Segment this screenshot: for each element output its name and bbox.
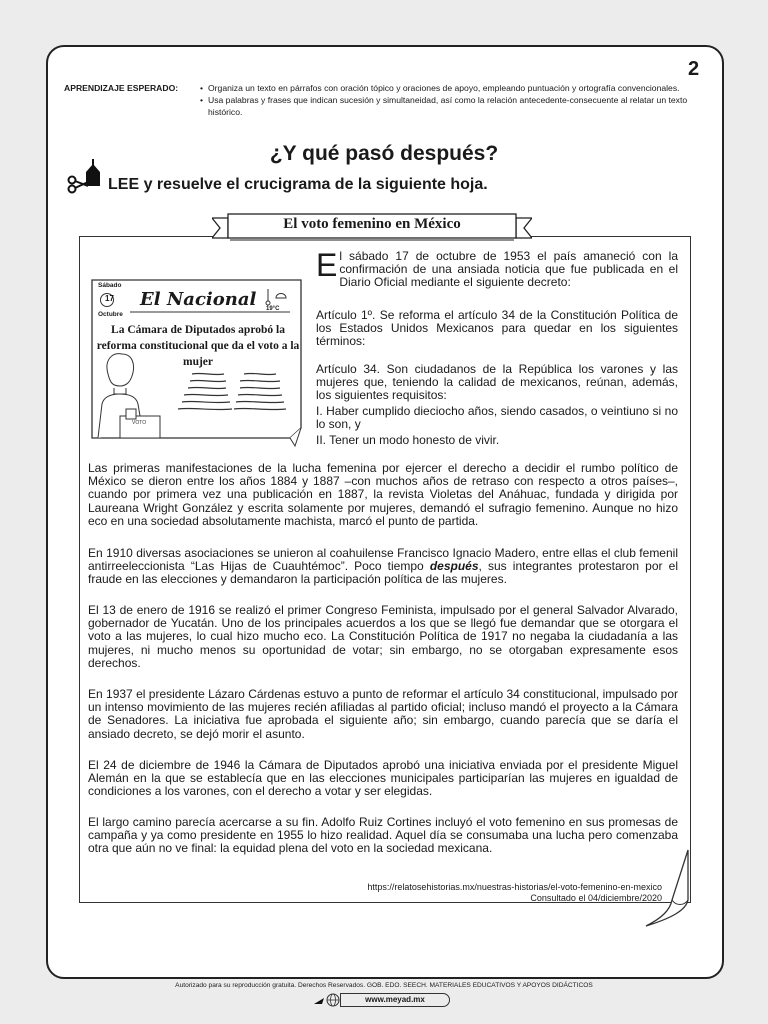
newspaper-headline: La Cámara de Diputados aprobó la reforma constitucional que da el voto a la mujer [96, 324, 300, 368]
paragraph-1: Las primeras manifestaciones de la lucha femenina por ejercer el derecho a decidir el rumbo político de México se dieron entre los años 1884 y 1887 –con muchos años de retraso con respecto a otros países–, cuando por primera vez una publicación en 1887, la revista Violetas del Anáhuac, fundada y dirigida por Laureana Wright González y escrita solamente por mujeres, demandó el sufragio femenino. Aunque no hizo eco en una sociedad absolutamente machista, marcó el punto de partida. [88, 461, 678, 528]
paragraph-2-start: En 1910 diversas asociaciones se unieron al coahuilense Francisco Ignacio Madero, entre ellas el club femenil antirreeleccionista “Las Hijas de Cuauhtémoc”. Poco tiempo [88, 546, 678, 574]
emphasis-word: después [429, 559, 479, 574]
newspaper-temperature: 19°C [266, 306, 280, 312]
drop-cap: E [316, 247, 338, 283]
newspaper-name: El Nacional [140, 289, 257, 310]
globe-icon [312, 992, 340, 1008]
instruction-verb: LEE [108, 176, 140, 193]
article-1-paragraph: Artículo 1º. Se reforma el artículo 34 de la Constitución Política de los Estados Unidos Mexicanos para quedar en los siguientes términos: [316, 308, 678, 349]
website-link[interactable]: www.meyad.mx [340, 993, 450, 1007]
objective-item: • Organiza un texto en párrafos con oración tópico y oraciones de apoyo, empleando puntuación y ortografía convencionales. [200, 83, 704, 95]
footer-text: Autorizado para su reproducción gratuita. Derechos Reservados. GOB. EDO. SEECH. MATERIALES EDUCATIVOS Y APOYOS DIDÁCTICOS [175, 982, 593, 989]
paragraph-5: El 24 de diciembre de 1946 la Cámara de Diputados aprobó una iniciativa enviada por el presidente Miguel Alemán en la que se establecía que en las elecciones municipales participarían las mujeres en igualdad de condiciones a los varones, con el derecho a votar y ser elegidas. [88, 758, 678, 799]
paragraph-6: El largo camino parecía acercarse a su fin. Adolfo Ruiz Cortines incluyó el voto femenino en sus promesas de campaña y ya como presidente en 1955 lo hizo realidad. Aquel día se consumaba una lucha pero comenzaba otra que aún no ve final: la equidad plena del voto en la sociedad mexicana. [88, 815, 678, 856]
newspaper-day-number: 17 [105, 294, 114, 303]
article-title: El voto femenino en México [283, 216, 461, 232]
source-date: Consultado el 04/diciembre/2020 [530, 892, 662, 903]
paragraph-2-end: , sus integrantes protestaron por el fraude en las elecciones y demandaron la participación política de las mujeres. [88, 559, 679, 587]
learning-objectives-label: APRENDIZAJE ESPERADO: [64, 83, 179, 93]
paragraph-4: En 1937 el presidente Lázaro Cárdenas estuvo a punto de reformar el artículo 34 constitucional, impulsado por un intenso movimiento de las mujeres recién afiliadas al partido oficial; incluso mandó el proyecto a la Cámara de Senadores. La iniciativa fue aprobada el siguiente año; sin embargo, cuando parecía que se daría el ansiado decreto, se dejó morir el asunto. [88, 687, 678, 741]
scissors-castle-icon [66, 158, 106, 194]
source-citation [300, 882, 662, 903]
ballot-label: VOTO [132, 420, 147, 426]
instruction-text: y resuelve el crucigrama de la siguiente hoja. [139, 176, 488, 193]
requirement-2: II. Tener un modo honesto de vivir. [316, 433, 500, 447]
page-number: 2 [688, 58, 700, 80]
requirement-1: I. Haber cumplido dieciocho años, siendo casados, o veintiuno si no lo son, y [316, 404, 678, 432]
newspaper-month-label: Octubre [98, 311, 123, 318]
page-title: ¿Y qué pasó después? [269, 142, 499, 165]
paragraph-3: El 13 de enero de 1916 se realizó el primer Congreso Feminista, impulsado por el general Salvador Alvarado, gobernador de Yucatán. Uno de los principales acuerdos a los que se llegó fue demandar que se otorgara el voto a las mujeres, lo cual hizo mucho eco. La Constitución Política de 1917 no negaba la ciudadanía a las mujeres, ni mucho menos su oportunidad de votar; sin embargo, no se otorgaban expresamente esos derechos. [88, 603, 678, 670]
source-url: https://relatosehistorias.mx/nuestras-historias/el-voto-femenino-en-mexico [367, 882, 662, 892]
article-34-paragraph: Artículo 34. Son ciudadanos de la República los varones y las mujeres que, teniendo la calidad de mexicanos, reúnan, además, los siguientes requisitos: [316, 362, 678, 403]
paragraph-2 [88, 547, 678, 587]
newspaper-day-label: Sábado [98, 282, 122, 289]
intro-text: l sábado 17 de octubre de 1953 el país amaneció con la confirmación de una ansiada noticia que fue publicada en el Diario Oficial mediante el siguiente decreto: [339, 249, 678, 290]
intro-paragraph [316, 247, 678, 290]
objective-item: • Usa palabras y frases que indican sucesión y simultaneidad, así como la relación antecedente-consecuente al relatar un texto histórico. [200, 95, 704, 119]
instruction [108, 176, 488, 194]
